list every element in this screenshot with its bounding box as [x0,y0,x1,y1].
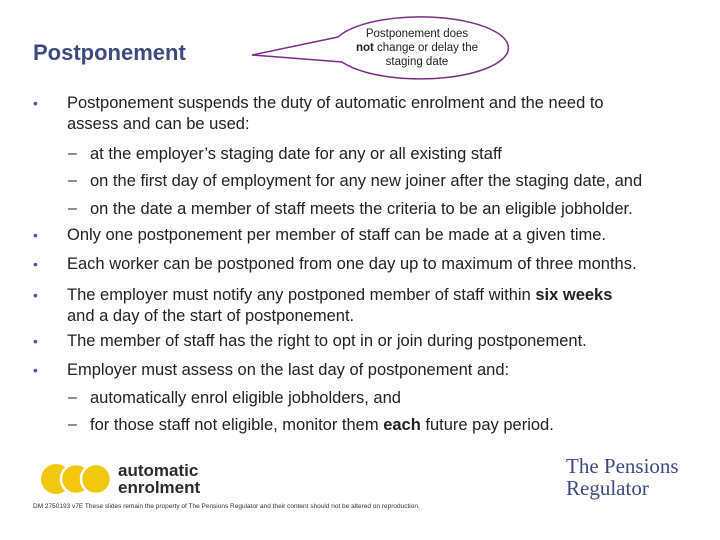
bullet-marker: • [33,362,38,378]
pensions-regulator-logo [566,455,679,499]
bullet-4-text: The employer must notify any postponed member of staff within [67,286,536,304]
footer-disclaimer: DM 2750193 v7E These slides remain the property of The Pensions Regulator and their content should not be altered on reproduction. [33,503,420,510]
callout-line-2-rest: change or delay the [373,42,479,54]
sub-bullet-5-pre: for those staff not eligible, monitor them [90,416,384,434]
sub-bullet-2: on the first day of employment for any new joiner after the staging date, and [90,172,643,190]
ae-line-2: enrolment [118,478,201,497]
callout-line-1: Postponement does [365,28,469,40]
sub-bullet-1: at the employer’s staging date for any or all existing staff [90,145,502,163]
callout-bold-word: not [355,42,374,54]
bullet-marker: • [33,227,38,243]
tpr-line-1: The Pensions [566,454,679,478]
bullet-marker: • [33,287,38,303]
bullet-6: Employer must assess on the last day of postponement and: [67,361,510,379]
ae-line-1: automatic [118,461,199,480]
bullet-1-line-1: Postponement suspends the duty of automatic enrolment and the need to [67,94,604,112]
sub-bullet-3: on the date a member of staff meets the criteria to be an eligible jobholder. [90,200,633,218]
sub-bullet-5-bold: each [383,416,421,434]
bullet-5: The member of staff has the right to opt in or join during postponement. [67,332,587,350]
callout-line-2 [330,41,504,55]
sub-bullet-5-post: future pay period. [420,416,554,434]
bullet-4-line-2: and a day of the start of postponement. [67,307,355,325]
sub-bullet-4: automatically enrol eligible jobholders, and [90,389,401,407]
dash-marker: – [68,145,77,162]
dash-marker: – [68,200,77,217]
automatic-enrolment-logo-icon [40,462,116,496]
sub-bullet-5 [90,415,554,435]
bullet-1-line-2: assess and can be used: [67,115,250,133]
bullet-marker: • [33,95,38,111]
bullet-marker: • [33,256,38,272]
tpr-line-2: Regulator [566,476,649,500]
automatic-enrolment-logo-text [118,462,200,496]
slide-title: Postponement [33,40,186,65]
callout-text [330,27,504,69]
bullet-4-bold: six weeks [535,286,613,304]
dash-marker: – [68,389,77,406]
bullet-3: Each worker can be postponed from one day up to maximum of three months. [67,255,637,273]
bullet-marker: • [33,333,38,349]
bullet-4-line-1 [67,285,612,305]
dash-marker: – [68,172,77,189]
bullet-2: Only one postponement per member of staff can be made at a given time. [67,226,606,244]
dash-marker: – [68,416,77,433]
callout-line-3: staging date [385,56,449,68]
